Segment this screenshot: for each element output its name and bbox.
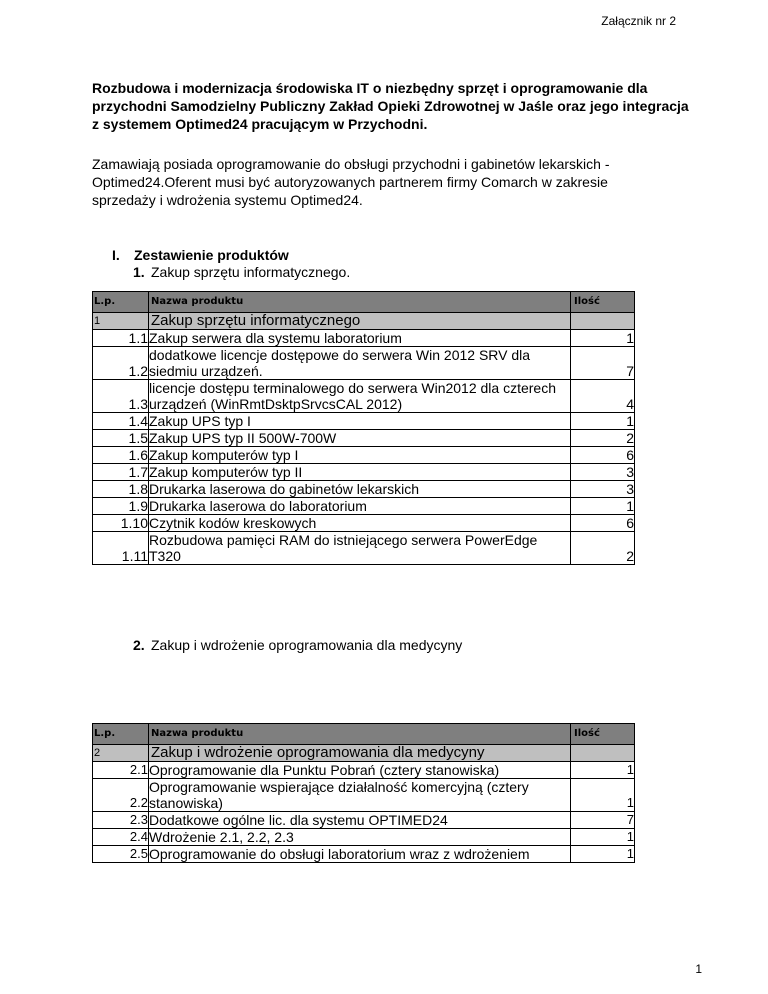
row-qty: 7: [571, 347, 635, 380]
row-qty: 1: [571, 846, 635, 863]
table-row: [93, 515, 635, 532]
intro-paragraph: Zamawiają posiada oprogramowanie do obsługi przychodni i gabinetów lekarskich - Optimed24.Oferent musi być autoryzowanych partnerem firmy Comarch w zakresie sprzedaży i wdrożenia systemu Optimed24.: [92, 156, 610, 208]
page-number: 1: [695, 962, 702, 976]
header-lp: L.p.: [93, 724, 149, 745]
part2-number: 2.: [133, 637, 145, 653]
row-qty: 4: [571, 380, 635, 413]
header-qty: Ilość: [571, 724, 635, 745]
row-name: Drukarka laserowa do gabinetów lekarskich: [149, 481, 571, 498]
part1-number: 1.: [133, 264, 145, 280]
table-row: [93, 430, 635, 447]
row-qty: 1: [571, 762, 635, 779]
row-name: Zakup serwera dla systemu laboratorium: [149, 330, 571, 347]
table-row: [93, 447, 635, 464]
group-lp: 1: [93, 313, 149, 330]
row-lp: 2.1: [93, 762, 149, 779]
row-lp: 1.1: [93, 330, 149, 347]
row-lp: 1.9: [93, 498, 149, 515]
table-row: [93, 330, 635, 347]
part1-heading: [133, 264, 350, 280]
row-lp: 1.5: [93, 430, 149, 447]
table-header-row: [93, 724, 635, 745]
part2-title: Zakup i wdrożenie oprogramowania dla medycyny: [151, 637, 463, 653]
row-lp: 1.4: [93, 413, 149, 430]
row-qty: 2: [571, 532, 635, 565]
header-name: Nazwa produktu: [149, 724, 571, 745]
row-qty: 1: [571, 779, 635, 812]
table-row: [93, 762, 635, 779]
row-name: Oprogramowanie dla Punktu Pobrań (cztery stanowiska): [149, 762, 571, 779]
row-lp: 2.4: [93, 829, 149, 846]
table-row: [93, 498, 635, 515]
table-row: [93, 464, 635, 481]
row-lp: 2.3: [93, 812, 149, 829]
row-qty: 3: [571, 464, 635, 481]
row-qty: 1: [571, 330, 635, 347]
document-title: Rozbudowa i modernizacja środowiska IT o niezbędny sprzęt i oprogramowanie dla przychodni Samodzielny Publiczny Zakład Opieki Zdrowotnej w Jaśle oraz jego integracja z systemem Optimed24 pracującym w Przychodni.: [92, 80, 689, 132]
row-name: Dodatkowe ogólne lic. dla systemu OPTIMED24: [149, 812, 571, 829]
row-name: Oprogramowanie wspierające działalność komercyjną (cztery stanowiska): [149, 779, 571, 812]
row-name: Czytnik kodów kreskowych: [149, 515, 571, 532]
part1-title: Zakup sprzętu informatycznego.: [151, 264, 351, 280]
section-title: Zestawienie produktów: [134, 247, 289, 263]
row-name: Rozbudowa pamięci RAM do istniejącego serwera PowerEdge T320: [149, 532, 571, 565]
header-qty: Ilość: [571, 292, 635, 313]
group-lp: 2: [93, 745, 149, 762]
row-lp: 1.2: [93, 347, 149, 380]
software-table: [92, 723, 635, 863]
header-name: Nazwa produktu: [149, 292, 571, 313]
group-qty: [571, 313, 635, 330]
row-name: Zakup komputerów typ II: [149, 464, 571, 481]
row-name: Oprogramowanie do obsługi laboratorium wraz z wdrożeniem: [149, 846, 571, 863]
group-qty: [571, 745, 635, 762]
group-name: Zakup sprzętu informatycznego: [149, 313, 571, 330]
row-lp: 1.3: [93, 380, 149, 413]
table-row: [93, 413, 635, 430]
row-name: Drukarka laserowa do laboratorium: [149, 498, 571, 515]
table-header-row: [93, 292, 635, 313]
table-row: [93, 532, 635, 565]
group-name: Zakup i wdrożenie oprogramowania dla medycyny: [149, 745, 571, 762]
section-heading: [112, 247, 289, 263]
row-qty: 6: [571, 447, 635, 464]
row-name: Zakup UPS typ II 500W-700W: [149, 430, 571, 447]
row-lp: 2.5: [93, 846, 149, 863]
row-qty: 6: [571, 515, 635, 532]
row-lp: 1.7: [93, 464, 149, 481]
table-row: [93, 380, 635, 413]
row-lp: 1.11: [93, 532, 149, 565]
table-row: [93, 347, 635, 380]
table-row: [93, 481, 635, 498]
row-name: dodatkowe licencje dostępowe do serwera Win 2012 SRV dla siedmiu urządzeń.: [149, 347, 571, 380]
row-lp: 1.6: [93, 447, 149, 464]
header-lp: L.p.: [93, 292, 149, 313]
group-row: [93, 313, 635, 330]
row-qty: 1: [571, 829, 635, 846]
row-name: licencje dostępu terminalowego do serwera Win2012 dla czterech urządzeń (WinRmtDsktpSrvcsCAL 2012): [149, 380, 571, 413]
row-qty: 3: [571, 481, 635, 498]
row-name: Zakup UPS typ I: [149, 413, 571, 430]
group-row: [93, 745, 635, 762]
table-row: [93, 812, 635, 829]
row-qty: 7: [571, 812, 635, 829]
row-qty: 1: [571, 413, 635, 430]
section-number: I.: [112, 247, 120, 263]
hardware-table: [92, 291, 635, 565]
row-name: Wdrożenie 2.1, 2.2, 2.3: [149, 829, 571, 846]
row-qty: 2: [571, 430, 635, 447]
row-qty: 1: [571, 498, 635, 515]
table-row: [93, 846, 635, 863]
row-lp: 1.10: [93, 515, 149, 532]
row-name: Zakup komputerów typ I: [149, 447, 571, 464]
attachment-label: Załącznik nr 2: [601, 14, 676, 28]
table-row: [93, 829, 635, 846]
row-lp: 2.2: [93, 779, 149, 812]
part2-heading: [133, 637, 462, 653]
row-lp: 1.8: [93, 481, 149, 498]
table-row: [93, 779, 635, 812]
